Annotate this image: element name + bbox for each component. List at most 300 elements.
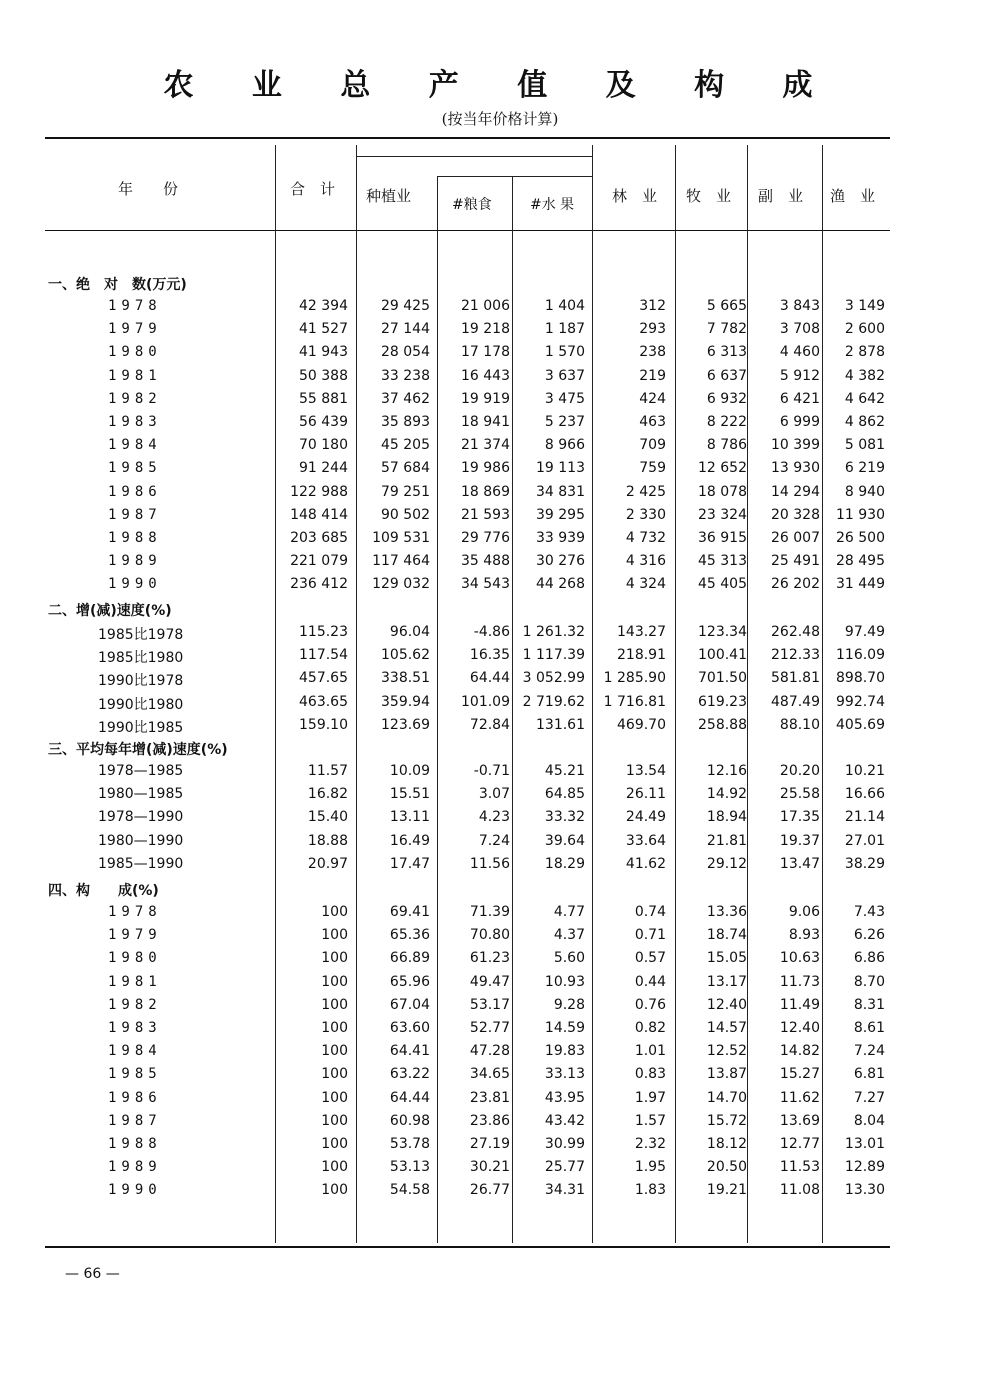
table-cell: 49.47 bbox=[469, 973, 510, 990]
table-cell: 17.47 bbox=[389, 855, 430, 872]
table-row bbox=[0, 437, 1000, 460]
table-cell: 148 414 bbox=[290, 506, 348, 523]
table-cell: 11.53 bbox=[779, 1159, 820, 1176]
table-cell: 4 732 bbox=[625, 530, 666, 546]
table-cell: 4 324 bbox=[625, 576, 666, 593]
table-cell: 55 881 bbox=[299, 390, 348, 407]
table-cell: 218.91 bbox=[617, 647, 666, 664]
table-cell: 35 488 bbox=[461, 553, 510, 570]
table-cell: 12 652 bbox=[698, 460, 747, 477]
table-cell: 33.64 bbox=[625, 832, 666, 849]
table-cell: 44 268 bbox=[536, 576, 585, 593]
table-row bbox=[0, 670, 1000, 693]
table-cell: 14.70 bbox=[706, 1089, 747, 1106]
table-cell: 23 324 bbox=[698, 506, 747, 523]
table-cell: 16.82 bbox=[307, 786, 348, 803]
header-crop: 种植业 bbox=[366, 187, 412, 205]
table-cell: 12.77 bbox=[779, 1136, 820, 1152]
table-cell: 13.87 bbox=[706, 1066, 747, 1083]
table-row bbox=[0, 1020, 1000, 1043]
table-cell: 100 bbox=[321, 904, 348, 920]
table-cell: 19.21 bbox=[706, 1182, 747, 1199]
row-label: 1980—1985 bbox=[98, 786, 184, 803]
table-row bbox=[0, 1136, 1000, 1159]
table-cell: 262.48 bbox=[771, 624, 820, 640]
table-cell: 65.36 bbox=[389, 927, 430, 944]
table-cell: 19 113 bbox=[536, 460, 585, 477]
table-cell: 100 bbox=[321, 1020, 348, 1036]
table-cell: 13.36 bbox=[706, 904, 747, 920]
table-cell: 10.21 bbox=[844, 763, 885, 779]
table-cell: 47.28 bbox=[469, 1043, 510, 1060]
row-label: 1979 bbox=[108, 321, 162, 338]
table-cell: 13.54 bbox=[625, 763, 666, 779]
table-cell: 4.77 bbox=[553, 904, 585, 920]
table-row bbox=[0, 694, 1000, 717]
table-cell: 28 054 bbox=[381, 344, 430, 361]
table-row bbox=[0, 484, 1000, 507]
table-cell: 27.19 bbox=[469, 1136, 510, 1152]
table-cell: 7.24 bbox=[853, 1043, 885, 1060]
table-cell: 12.16 bbox=[706, 763, 747, 779]
table-cell: 15.72 bbox=[706, 1112, 747, 1129]
header-rule bbox=[45, 230, 890, 231]
table-cell: 123.69 bbox=[381, 716, 430, 733]
table-cell: 992.74 bbox=[836, 693, 885, 710]
table-cell: 29 776 bbox=[461, 530, 510, 546]
table-cell: 359.94 bbox=[381, 693, 430, 710]
table-cell: 6 313 bbox=[706, 344, 747, 361]
table-cell: 258.88 bbox=[698, 716, 747, 733]
header-year: 年 份 bbox=[118, 180, 179, 198]
table-cell: 4 862 bbox=[844, 414, 885, 430]
table-cell: 91 244 bbox=[299, 460, 348, 477]
row-label: 1990比1980 bbox=[98, 696, 184, 713]
table-row bbox=[0, 997, 1000, 1020]
table-cell: 1.01 bbox=[634, 1043, 666, 1060]
table-cell: 97.49 bbox=[844, 624, 885, 640]
row-label: 1980—1990 bbox=[98, 832, 184, 849]
table-cell: 13.69 bbox=[779, 1112, 820, 1129]
table-cell: 53.17 bbox=[469, 996, 510, 1013]
table-cell: -0.71 bbox=[473, 763, 510, 779]
table-cell: 19.83 bbox=[544, 1043, 585, 1060]
table-row bbox=[0, 1159, 1000, 1182]
table-cell: 5 665 bbox=[706, 298, 747, 314]
table-cell: 131.61 bbox=[536, 716, 585, 733]
table-cell: 219 bbox=[639, 367, 666, 384]
table-cell: 11.56 bbox=[469, 855, 510, 872]
table-cell: 6.26 bbox=[853, 927, 885, 944]
table-cell: 18.94 bbox=[706, 809, 747, 826]
table-cell: 115.23 bbox=[299, 624, 348, 640]
table-cell: 4.37 bbox=[553, 927, 585, 944]
table-row bbox=[0, 507, 1000, 530]
table-cell: 45 313 bbox=[698, 553, 747, 570]
table-cell: 65.96 bbox=[389, 973, 430, 990]
table-cell: 13.47 bbox=[779, 855, 820, 872]
table-cell: 9.28 bbox=[553, 996, 585, 1013]
table-cell: 9.06 bbox=[788, 904, 820, 920]
table-cell: 293 bbox=[639, 321, 666, 338]
table-cell: 463.65 bbox=[299, 693, 348, 710]
table-cell: 34.65 bbox=[469, 1066, 510, 1083]
table-cell: 69.41 bbox=[389, 904, 430, 920]
table-cell: 24.49 bbox=[625, 809, 666, 826]
table-cell: 4 642 bbox=[844, 390, 885, 407]
table-cell: 20.50 bbox=[706, 1159, 747, 1176]
table-row bbox=[0, 950, 1000, 973]
table-row bbox=[0, 460, 1000, 483]
table-row bbox=[0, 321, 1000, 344]
table-cell: 10.63 bbox=[779, 950, 820, 967]
table-cell: 60.98 bbox=[389, 1112, 430, 1129]
table-cell: 0.74 bbox=[634, 904, 666, 920]
table-cell: 41 943 bbox=[299, 344, 348, 361]
table-cell: 54.58 bbox=[389, 1182, 430, 1199]
row-label: 1982 bbox=[108, 390, 162, 407]
table-cell: 8 940 bbox=[844, 483, 885, 500]
row-label: 1985 bbox=[108, 460, 162, 477]
table-cell: 2 878 bbox=[844, 344, 885, 361]
table-cell: 8 786 bbox=[706, 437, 747, 454]
table-cell: 5 912 bbox=[779, 367, 820, 384]
table-cell: 1 285.90 bbox=[603, 670, 666, 687]
table-cell: 67.04 bbox=[389, 996, 430, 1013]
table-row bbox=[0, 927, 1000, 950]
table-cell: 19.37 bbox=[779, 832, 820, 849]
table-row bbox=[0, 1113, 1000, 1136]
table-cell: 4 460 bbox=[779, 344, 820, 361]
table-cell: 11.73 bbox=[779, 973, 820, 990]
table-cell: 18 078 bbox=[698, 483, 747, 500]
table-cell: 8.61 bbox=[853, 1020, 885, 1036]
table-cell: 15.05 bbox=[706, 950, 747, 967]
table-cell: 100 bbox=[321, 1089, 348, 1106]
table-cell: 26 202 bbox=[771, 576, 820, 593]
table-cell: 6 637 bbox=[706, 367, 747, 384]
table-cell: 30.99 bbox=[544, 1136, 585, 1152]
table-cell: 469.70 bbox=[617, 716, 666, 733]
table-cell: 100.41 bbox=[698, 647, 747, 664]
table-cell: 16.49 bbox=[389, 832, 430, 849]
table-cell: 14 294 bbox=[771, 483, 820, 500]
table-cell: 0.44 bbox=[634, 973, 666, 990]
table-cell: 3 637 bbox=[544, 367, 585, 384]
table-cell: 123.34 bbox=[698, 624, 747, 640]
table-cell: 619.23 bbox=[698, 693, 747, 710]
header-grain: #粮食 bbox=[452, 197, 492, 213]
table-cell: 3 149 bbox=[844, 298, 885, 314]
table-cell: 15.27 bbox=[779, 1066, 820, 1083]
table-row bbox=[0, 717, 1000, 740]
table-cell: 25.58 bbox=[779, 786, 820, 803]
table-cell: 45 405 bbox=[698, 576, 747, 593]
table-cell: 11.49 bbox=[779, 996, 820, 1013]
table-cell: 96.04 bbox=[389, 624, 430, 640]
table-cell: 18.12 bbox=[706, 1136, 747, 1152]
table-cell: 236 412 bbox=[290, 576, 348, 593]
table-cell: 11 930 bbox=[836, 506, 885, 523]
row-label: 1979 bbox=[108, 927, 162, 944]
table-cell: 12.40 bbox=[706, 996, 747, 1013]
table-cell: 3 708 bbox=[779, 321, 820, 338]
row-label: 1982 bbox=[108, 996, 162, 1013]
table-cell: 63.22 bbox=[389, 1066, 430, 1083]
table-row bbox=[0, 530, 1000, 553]
table-cell: 64.41 bbox=[389, 1043, 430, 1060]
page-subtitle: (按当年价格计算) bbox=[441, 110, 559, 128]
table-cell: 5 081 bbox=[844, 437, 885, 454]
top-rule bbox=[45, 137, 890, 139]
table-cell: 26.11 bbox=[625, 786, 666, 803]
table-cell: 6 219 bbox=[844, 460, 885, 477]
table-cell: 15.40 bbox=[307, 809, 348, 826]
table-cell: 7.43 bbox=[853, 904, 885, 920]
row-label: 1978 bbox=[108, 904, 162, 920]
row-label: 1987 bbox=[108, 506, 162, 523]
table-cell: 13 930 bbox=[771, 460, 820, 477]
table-cell: 41 527 bbox=[299, 321, 348, 338]
table-cell: 43.95 bbox=[544, 1089, 585, 1106]
table-cell: 70 180 bbox=[299, 437, 348, 454]
table-cell: 109 531 bbox=[372, 530, 430, 546]
row-label: 1981 bbox=[108, 973, 162, 990]
table-cell: 56 439 bbox=[299, 414, 348, 430]
row-label: 1984 bbox=[108, 437, 162, 454]
table-cell: 143.27 bbox=[617, 624, 666, 640]
table-cell: 2.32 bbox=[634, 1136, 666, 1152]
row-label: 1987 bbox=[108, 1112, 162, 1129]
table-row bbox=[0, 809, 1000, 832]
table-cell: 6 421 bbox=[779, 390, 820, 407]
table-cell: 33.32 bbox=[544, 809, 585, 826]
table-cell: 33 939 bbox=[536, 530, 585, 546]
table-cell: 29 425 bbox=[381, 298, 430, 314]
table-cell: 457.65 bbox=[299, 670, 348, 687]
table-row bbox=[0, 904, 1000, 927]
header-husbandry: 牧 业 bbox=[686, 187, 732, 205]
table-cell: 14.59 bbox=[544, 1020, 585, 1036]
table-cell: 61.23 bbox=[469, 950, 510, 967]
table-cell: 463 bbox=[639, 414, 666, 430]
table-cell: 30 276 bbox=[536, 553, 585, 570]
table-cell: 0.82 bbox=[634, 1020, 666, 1036]
section-title: 三、平均每年增(减)速度(%) bbox=[48, 742, 228, 758]
table-cell: 53.78 bbox=[389, 1136, 430, 1152]
table-cell: 1 716.81 bbox=[603, 693, 666, 710]
table-cell: 39.64 bbox=[544, 832, 585, 849]
table-cell: 221 079 bbox=[290, 553, 348, 570]
table-cell: 6.81 bbox=[853, 1066, 885, 1083]
header-sideline: 副 业 bbox=[758, 187, 804, 205]
table-cell: 105.62 bbox=[381, 647, 430, 664]
row-label: 1985—1990 bbox=[98, 855, 184, 872]
section-title: 四、构 成(%) bbox=[48, 883, 159, 899]
table-cell: 8.04 bbox=[853, 1112, 885, 1129]
table-cell: 13.11 bbox=[389, 809, 430, 826]
table-cell: 19 986 bbox=[461, 460, 510, 477]
table-row bbox=[0, 576, 1000, 599]
table-cell: 709 bbox=[639, 437, 666, 454]
header-fruit: #水 果 bbox=[530, 197, 575, 213]
grain-fruit-rule bbox=[437, 176, 592, 177]
table-cell: 90 502 bbox=[381, 506, 430, 523]
table-cell: 20 328 bbox=[771, 506, 820, 523]
table-row bbox=[0, 1182, 1000, 1205]
section-title: 一、绝 对 数(万元) bbox=[48, 277, 187, 293]
row-label: 1989 bbox=[108, 553, 162, 570]
table-cell: 1 117.39 bbox=[522, 647, 585, 664]
row-label: 1989 bbox=[108, 1159, 162, 1176]
table-cell: 64.85 bbox=[544, 786, 585, 803]
header-total: 合 计 bbox=[290, 180, 336, 198]
table-cell: 5.60 bbox=[553, 950, 585, 967]
table-cell: 8 966 bbox=[544, 437, 585, 454]
section-title: 二、增(减)速度(%) bbox=[48, 603, 172, 619]
table-row bbox=[0, 624, 1000, 647]
table-cell: 238 bbox=[639, 344, 666, 361]
table-cell: 19 218 bbox=[461, 321, 510, 338]
row-label: 1990 bbox=[108, 1182, 162, 1199]
row-label: 1990比1985 bbox=[98, 719, 184, 736]
table-cell: 101.09 bbox=[461, 693, 510, 710]
table-row bbox=[0, 856, 1000, 879]
table-cell: 116.09 bbox=[836, 647, 885, 664]
table-cell: 19 919 bbox=[461, 390, 510, 407]
table-cell: 20.97 bbox=[307, 855, 348, 872]
table-cell: 7 782 bbox=[706, 321, 747, 338]
table-cell: 13.17 bbox=[706, 973, 747, 990]
table-cell: 4 316 bbox=[625, 553, 666, 570]
table-cell: 35 893 bbox=[381, 414, 430, 430]
table-cell: 100 bbox=[321, 927, 348, 944]
table-cell: 45.21 bbox=[544, 763, 585, 779]
table-cell: 14.57 bbox=[706, 1020, 747, 1036]
table-cell: 30.21 bbox=[469, 1159, 510, 1176]
table-cell: 21 593 bbox=[461, 506, 510, 523]
table-cell: 26.77 bbox=[469, 1182, 510, 1199]
table-cell: 34 831 bbox=[536, 483, 585, 500]
table-cell: 338.51 bbox=[381, 670, 430, 687]
table-cell: 37 462 bbox=[381, 390, 430, 407]
table-cell: 2 719.62 bbox=[522, 693, 585, 710]
table-cell: 64.44 bbox=[469, 670, 510, 687]
table-cell: 66.89 bbox=[389, 950, 430, 967]
table-row bbox=[0, 414, 1000, 437]
table-cell: 8.93 bbox=[788, 927, 820, 944]
table-cell: 64.44 bbox=[389, 1089, 430, 1106]
table-cell: 159.10 bbox=[299, 716, 348, 733]
row-label: 1988 bbox=[108, 530, 162, 546]
table-cell: 100 bbox=[321, 973, 348, 990]
table-cell: 11.57 bbox=[307, 763, 348, 779]
table-row bbox=[0, 1090, 1000, 1113]
table-cell: 27.01 bbox=[844, 832, 885, 849]
table-cell: 2 330 bbox=[625, 506, 666, 523]
table-row bbox=[0, 1066, 1000, 1089]
table-cell: 7.27 bbox=[853, 1089, 885, 1106]
bottom-rule bbox=[45, 1246, 890, 1248]
table-cell: 31 449 bbox=[836, 576, 885, 593]
table-cell: 34.31 bbox=[544, 1182, 585, 1199]
page-title: 农 业 总 产 值 及 构 成 bbox=[163, 68, 837, 103]
table-cell: 52.77 bbox=[469, 1020, 510, 1036]
table-cell: -4.86 bbox=[473, 624, 510, 640]
table-cell: 0.83 bbox=[634, 1066, 666, 1083]
table-row bbox=[0, 298, 1000, 321]
table-cell: 16.66 bbox=[844, 786, 885, 803]
crop-group-rule bbox=[357, 156, 592, 157]
table-cell: 42 394 bbox=[299, 298, 348, 314]
row-label: 1990比1978 bbox=[98, 673, 184, 690]
table-row bbox=[0, 647, 1000, 670]
table-cell: 898.70 bbox=[836, 670, 885, 687]
table-cell: 88.10 bbox=[779, 716, 820, 733]
table-cell: 2 425 bbox=[625, 483, 666, 500]
table-cell: 23.81 bbox=[469, 1089, 510, 1106]
table-cell: 57 684 bbox=[381, 460, 430, 477]
table-cell: 26 007 bbox=[771, 530, 820, 546]
table-cell: 5 237 bbox=[544, 414, 585, 430]
row-label: 1986 bbox=[108, 1089, 162, 1106]
table-row bbox=[0, 763, 1000, 786]
table-cell: 41.62 bbox=[625, 855, 666, 872]
table-cell: 26 500 bbox=[836, 530, 885, 546]
table-row bbox=[0, 1043, 1000, 1066]
table-cell: 8.70 bbox=[853, 973, 885, 990]
table-row bbox=[0, 391, 1000, 414]
row-label: 1985 bbox=[108, 1066, 162, 1083]
table-cell: 1.95 bbox=[634, 1159, 666, 1176]
row-label: 1984 bbox=[108, 1043, 162, 1060]
table-cell: 25 491 bbox=[771, 553, 820, 570]
table-cell: 212.33 bbox=[771, 647, 820, 664]
table-cell: 0.71 bbox=[634, 927, 666, 944]
table-cell: 100 bbox=[321, 1043, 348, 1060]
table-cell: 312 bbox=[639, 298, 666, 314]
table-cell: 18 869 bbox=[461, 483, 510, 500]
row-label: 1978 bbox=[108, 298, 162, 314]
row-label: 1980 bbox=[108, 344, 162, 361]
table-cell: 18 941 bbox=[461, 414, 510, 430]
table-cell: 12.89 bbox=[844, 1159, 885, 1176]
table-cell: 34 543 bbox=[461, 576, 510, 593]
table-cell: 18.88 bbox=[307, 832, 348, 849]
row-label: 1978—1990 bbox=[98, 809, 184, 826]
table-row bbox=[0, 344, 1000, 367]
table-cell: 3 475 bbox=[544, 390, 585, 407]
table-cell: 13.30 bbox=[844, 1182, 885, 1199]
table-cell: 8.31 bbox=[853, 996, 885, 1013]
table-cell: 1 570 bbox=[544, 344, 585, 361]
table-cell: 33 238 bbox=[381, 367, 430, 384]
row-label: 1983 bbox=[108, 1020, 162, 1036]
table-cell: 100 bbox=[321, 950, 348, 967]
table-cell: 3 052.99 bbox=[522, 670, 585, 687]
row-label: 1981 bbox=[108, 367, 162, 384]
table-row bbox=[0, 833, 1000, 856]
table-cell: 6 999 bbox=[779, 414, 820, 430]
row-label: 1986 bbox=[108, 483, 162, 500]
table-cell: 10.93 bbox=[544, 973, 585, 990]
table-cell: 71.39 bbox=[469, 904, 510, 920]
row-label: 1985比1980 bbox=[98, 650, 184, 667]
table-cell: 20.20 bbox=[779, 763, 820, 779]
table-cell: 405.69 bbox=[836, 716, 885, 733]
table-cell: 43.42 bbox=[544, 1112, 585, 1129]
table-cell: 18.74 bbox=[706, 927, 747, 944]
